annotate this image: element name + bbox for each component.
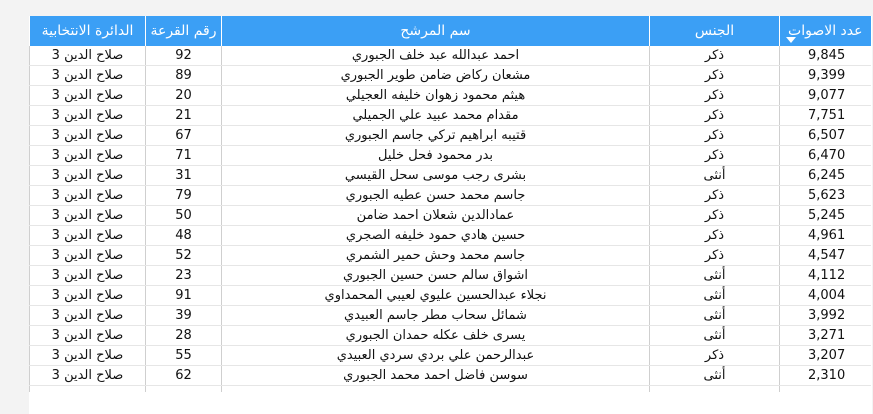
cell-lot-number: 39 bbox=[146, 306, 222, 326]
cell-votes: 7,751 bbox=[780, 106, 871, 126]
cell-lot-number: 92 bbox=[146, 46, 222, 66]
cell-votes: 4,004 bbox=[780, 286, 871, 306]
cell-district: صلاح الدين 3 bbox=[30, 66, 146, 86]
cell-lot-number: 50 bbox=[146, 206, 222, 226]
header-gender[interactable]: الجنس bbox=[650, 16, 780, 46]
cell-gender: ذكر bbox=[650, 106, 780, 126]
header-lot-number[interactable]: رقم القرعة bbox=[146, 16, 222, 46]
cell-empty bbox=[650, 386, 780, 393]
cell-district: صلاح الدين 3 bbox=[30, 206, 146, 226]
cell-gender: ذكر bbox=[650, 226, 780, 246]
cell-gender: ذكر bbox=[650, 86, 780, 106]
cell-candidate-name: بدر محمود فحل خليل bbox=[222, 146, 650, 166]
cell-district: صلاح الدين 3 bbox=[30, 226, 146, 246]
cell-votes: 3,271 bbox=[780, 326, 871, 346]
cell-candidate-name: سوسن فاضل احمد محمد الجبوري bbox=[222, 366, 650, 386]
table-row[interactable] bbox=[30, 166, 871, 186]
cell-gender: أنثى bbox=[650, 366, 780, 386]
results-table-panel bbox=[29, 16, 872, 414]
cell-votes: 3,992 bbox=[780, 306, 871, 326]
table-header-row bbox=[30, 16, 871, 46]
table-row[interactable] bbox=[30, 86, 871, 106]
cell-district: صلاح الدين 3 bbox=[30, 46, 146, 66]
cell-candidate-name: هيثم محمود زهوان خليفه العجيلي bbox=[222, 86, 650, 106]
header-candidate-name[interactable]: سم المرشح bbox=[222, 16, 650, 46]
table-row[interactable] bbox=[30, 346, 871, 366]
cell-gender: ذكر bbox=[650, 126, 780, 146]
cell-empty bbox=[146, 386, 222, 393]
table-row[interactable] bbox=[30, 46, 871, 66]
cell-lot-number: 91 bbox=[146, 286, 222, 306]
cell-votes: 6,470 bbox=[780, 146, 871, 166]
table-row[interactable] bbox=[30, 66, 871, 86]
cell-empty bbox=[222, 386, 650, 393]
cell-candidate-name: قتيبه ابراهيم تركي جاسم الجبوري bbox=[222, 126, 650, 146]
cell-empty bbox=[30, 386, 146, 393]
table-row[interactable] bbox=[30, 306, 871, 326]
cell-empty bbox=[780, 386, 871, 393]
cell-candidate-name: نجلاء عبدالحسين عليوي لعيبي المحمداوي bbox=[222, 286, 650, 306]
cell-candidate-name: يسرى خلف عكله حمدان الجبوري bbox=[222, 326, 650, 346]
cell-district: صلاح الدين 3 bbox=[30, 86, 146, 106]
cell-votes: 4,547 bbox=[780, 246, 871, 266]
cell-gender: أنثى bbox=[650, 266, 780, 286]
cell-district: صلاح الدين 3 bbox=[30, 106, 146, 126]
table-row[interactable] bbox=[30, 366, 871, 386]
table-row[interactable] bbox=[30, 266, 871, 286]
cell-district: صلاح الدين 3 bbox=[30, 366, 146, 386]
cell-gender: ذكر bbox=[650, 206, 780, 226]
table-row[interactable] bbox=[30, 186, 871, 206]
cell-votes: 9,077 bbox=[780, 86, 871, 106]
cell-candidate-name: احمد عبدالله عبد خلف الجبوري bbox=[222, 46, 650, 66]
cell-lot-number: 52 bbox=[146, 246, 222, 266]
cell-candidate-name: جاسم محمد حسن عطيه الجبوري bbox=[222, 186, 650, 206]
candidates-table bbox=[29, 16, 871, 392]
cell-district: صلاح الدين 3 bbox=[30, 126, 146, 146]
cell-votes: 9,845 bbox=[780, 46, 871, 66]
cell-candidate-name: جاسم محمد وحش حمير الشمري bbox=[222, 246, 650, 266]
cell-gender: أنثى bbox=[650, 166, 780, 186]
cell-votes: 5,245 bbox=[780, 206, 871, 226]
cell-district: صلاح الدين 3 bbox=[30, 186, 146, 206]
table-row[interactable] bbox=[30, 246, 871, 266]
cell-candidate-name: حسين هادي حمود خليفه الصجري bbox=[222, 226, 650, 246]
cell-gender: ذكر bbox=[650, 146, 780, 166]
cell-candidate-name: عبدالرحمن علي بردي سردي العبيدي bbox=[222, 346, 650, 366]
cell-lot-number: 55 bbox=[146, 346, 222, 366]
table-row[interactable] bbox=[30, 286, 871, 306]
cell-lot-number: 79 bbox=[146, 186, 222, 206]
header-votes[interactable]: عدد الاصوات bbox=[780, 16, 871, 46]
cell-candidate-name: مقدام محمد عبيد علي الجميلي bbox=[222, 106, 650, 126]
cell-votes: 6,245 bbox=[780, 166, 871, 186]
cell-candidate-name: بشرى رجب موسى سحل القيسي bbox=[222, 166, 650, 186]
cell-lot-number: 31 bbox=[146, 166, 222, 186]
cell-gender: ذكر bbox=[650, 186, 780, 206]
cell-gender: أنثى bbox=[650, 306, 780, 326]
cell-votes: 5,623 bbox=[780, 186, 871, 206]
table-row[interactable] bbox=[30, 206, 871, 226]
cell-lot-number: 20 bbox=[146, 86, 222, 106]
cell-lot-number: 28 bbox=[146, 326, 222, 346]
cell-votes: 4,112 bbox=[780, 266, 871, 286]
cell-votes: 3,207 bbox=[780, 346, 871, 366]
table-row[interactable] bbox=[30, 326, 871, 346]
cell-votes: 4,961 bbox=[780, 226, 871, 246]
cell-lot-number: 71 bbox=[146, 146, 222, 166]
table-row-partial bbox=[30, 386, 871, 393]
cell-candidate-name: مشعان ركاض ضامن طوير الجبوري bbox=[222, 66, 650, 86]
header-district[interactable]: الدائرة الانتخابية bbox=[30, 16, 146, 46]
cell-votes: 2,310 bbox=[780, 366, 871, 386]
table-row[interactable] bbox=[30, 226, 871, 246]
cell-gender: أنثى bbox=[650, 326, 780, 346]
cell-district: صلاح الدين 3 bbox=[30, 246, 146, 266]
table-row[interactable] bbox=[30, 146, 871, 166]
cell-district: صلاح الدين 3 bbox=[30, 326, 146, 346]
cell-lot-number: 23 bbox=[146, 266, 222, 286]
sort-desc-icon bbox=[786, 37, 796, 43]
cell-votes: 9,399 bbox=[780, 66, 871, 86]
cell-gender: ذكر bbox=[650, 346, 780, 366]
table-row[interactable] bbox=[30, 126, 871, 146]
cell-candidate-name: اشواق سالم حسن حسين الجبوري bbox=[222, 266, 650, 286]
cell-gender: ذكر bbox=[650, 46, 780, 66]
cell-district: صلاح الدين 3 bbox=[30, 346, 146, 366]
cell-lot-number: 48 bbox=[146, 226, 222, 246]
cell-lot-number: 89 bbox=[146, 66, 222, 86]
cell-lot-number: 67 bbox=[146, 126, 222, 146]
cell-district: صلاح الدين 3 bbox=[30, 266, 146, 286]
cell-lot-number: 62 bbox=[146, 366, 222, 386]
cell-district: صلاح الدين 3 bbox=[30, 306, 146, 326]
cell-district: صلاح الدين 3 bbox=[30, 146, 146, 166]
cell-votes: 6,507 bbox=[780, 126, 871, 146]
cell-district: صلاح الدين 3 bbox=[30, 286, 146, 306]
cell-gender: ذكر bbox=[650, 66, 780, 86]
cell-district: صلاح الدين 3 bbox=[30, 166, 146, 186]
cell-candidate-name: شمائل سحاب مطر جاسم العبيدي bbox=[222, 306, 650, 326]
cell-gender: أنثى bbox=[650, 286, 780, 306]
cell-lot-number: 21 bbox=[146, 106, 222, 126]
table-row[interactable] bbox=[30, 106, 871, 126]
cell-candidate-name: عمادالدين شعلان احمد ضامن bbox=[222, 206, 650, 226]
cell-gender: ذكر bbox=[650, 246, 780, 266]
